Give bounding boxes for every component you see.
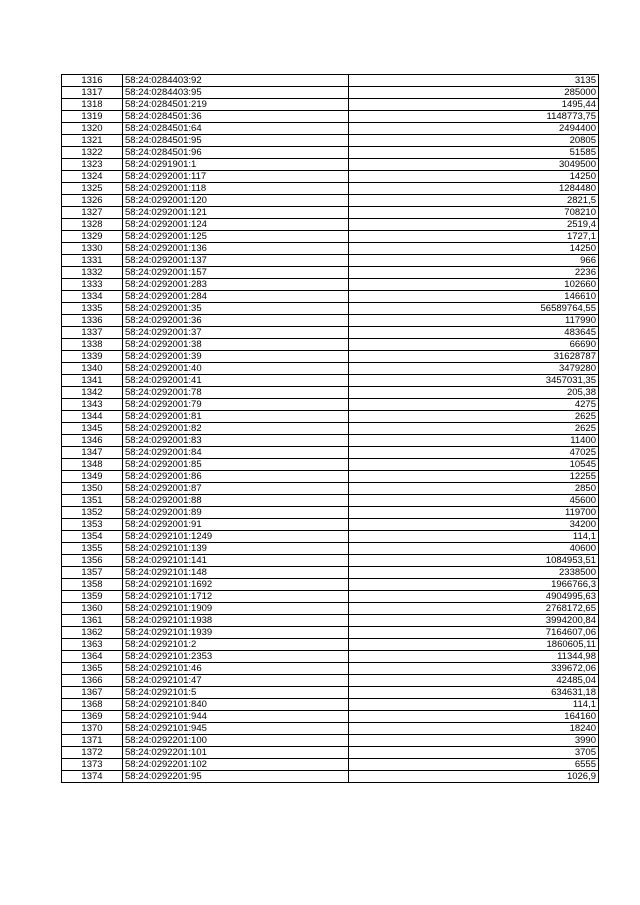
cadastral-value: 1284480 <box>349 183 599 195</box>
row-number: 1365 <box>62 663 123 675</box>
table-row <box>62 99 599 111</box>
cadastral-value: 3990 <box>349 735 599 747</box>
row-number: 1347 <box>62 447 123 459</box>
table-row <box>62 363 599 375</box>
table-row <box>62 303 599 315</box>
table-row <box>62 771 599 783</box>
table-row <box>62 471 599 483</box>
cadastral-value: 11400 <box>349 435 599 447</box>
cadastral-number: 58:24:0292001:84 <box>123 447 349 459</box>
cadastral-value: 2850 <box>349 483 599 495</box>
table-row <box>62 423 599 435</box>
cadastral-value: 3135 <box>349 75 599 87</box>
cadastral-number: 58:24:0284501:219 <box>123 99 349 111</box>
cadastral-number: 58:24:0292101:840 <box>123 699 349 711</box>
cadastral-number: 58:24:0292101:47 <box>123 675 349 687</box>
cadastral-number: 58:24:0292101:1939 <box>123 627 349 639</box>
table-row <box>62 495 599 507</box>
cadastral-value: 31628787 <box>349 351 599 363</box>
row-number: 1318 <box>62 99 123 111</box>
row-number: 1372 <box>62 747 123 759</box>
table-row <box>62 111 599 123</box>
cadastral-value: 205,38 <box>349 387 599 399</box>
cadastral-number: 58:24:0284501:64 <box>123 123 349 135</box>
cadastral-number: 58:24:0292001:91 <box>123 519 349 531</box>
table-row <box>62 147 599 159</box>
cadastral-value: 3705 <box>349 747 599 759</box>
table-row <box>62 315 599 327</box>
cadastral-value: 34200 <box>349 519 599 531</box>
table-row <box>62 459 599 471</box>
table-row <box>62 123 599 135</box>
cadastral-number: 58:24:0292101:1249 <box>123 531 349 543</box>
table-row <box>62 195 599 207</box>
table-row <box>62 375 599 387</box>
row-number: 1335 <box>62 303 123 315</box>
cadastral-value: 2625 <box>349 411 599 423</box>
row-number: 1361 <box>62 615 123 627</box>
table-row <box>62 267 599 279</box>
table-row <box>62 279 599 291</box>
cadastral-value: 20805 <box>349 135 599 147</box>
cadastral-value: 119700 <box>349 507 599 519</box>
table-row <box>62 651 599 663</box>
cadastral-number: 58:24:0292001:78 <box>123 387 349 399</box>
table-row <box>62 663 599 675</box>
cadastral-number: 58:24:0292001:87 <box>123 483 349 495</box>
row-number: 1321 <box>62 135 123 147</box>
cadastral-number: 58:24:0292001:118 <box>123 183 349 195</box>
row-number: 1355 <box>62 543 123 555</box>
cadastral-value: 7164607,06 <box>349 627 599 639</box>
row-number: 1371 <box>62 735 123 747</box>
table-row <box>62 75 599 87</box>
cadastral-number: 58:24:0292101:2 <box>123 639 349 651</box>
cadastral-value: 3479280 <box>349 363 599 375</box>
table-row <box>62 291 599 303</box>
table-row <box>62 531 599 543</box>
cadastral-number: 58:24:0284501:36 <box>123 111 349 123</box>
table-row <box>62 135 599 147</box>
cadastral-value: 3457031,35 <box>349 375 599 387</box>
cadastral-number: 58:24:0292001:40 <box>123 363 349 375</box>
row-number: 1366 <box>62 675 123 687</box>
cadastral-number: 58:24:0292001:38 <box>123 339 349 351</box>
cadastral-value: 10545 <box>349 459 599 471</box>
cadastral-number: 58:24:0292001:82 <box>123 423 349 435</box>
row-number: 1322 <box>62 147 123 159</box>
cadastral-number: 58:24:0292001:283 <box>123 279 349 291</box>
table-row <box>62 255 599 267</box>
row-number: 1345 <box>62 423 123 435</box>
row-number: 1359 <box>62 591 123 603</box>
table-row <box>62 711 599 723</box>
cadastral-number: 58:24:0292101:46 <box>123 663 349 675</box>
cadastral-value: 146610 <box>349 291 599 303</box>
row-number: 1349 <box>62 471 123 483</box>
table-row <box>62 327 599 339</box>
row-number: 1344 <box>62 411 123 423</box>
cadastral-value: 45600 <box>349 495 599 507</box>
cadastral-value: 2821,5 <box>349 195 599 207</box>
row-number: 1317 <box>62 87 123 99</box>
row-number: 1373 <box>62 759 123 771</box>
cadastral-number: 58:24:0292001:81 <box>123 411 349 423</box>
row-number: 1368 <box>62 699 123 711</box>
table-row <box>62 87 599 99</box>
row-number: 1330 <box>62 243 123 255</box>
cadastral-number: 58:24:0292101:2353 <box>123 651 349 663</box>
cadastral-number: 58:24:0292001:121 <box>123 207 349 219</box>
cadastral-number: 58:24:0292101:1712 <box>123 591 349 603</box>
cadastral-number: 58:24:0292201:100 <box>123 735 349 747</box>
cadastral-value: 164160 <box>349 711 599 723</box>
cadastral-number: 58:24:0292001:284 <box>123 291 349 303</box>
cadastral-value: 51585 <box>349 147 599 159</box>
row-number: 1358 <box>62 579 123 591</box>
cadastral-value: 634631,18 <box>349 687 599 699</box>
table-row <box>62 639 599 651</box>
table-row <box>62 447 599 459</box>
cadastral-value: 40600 <box>349 543 599 555</box>
row-number: 1316 <box>62 75 123 87</box>
cadastral-value: 1966766,3 <box>349 579 599 591</box>
cadastral-value: 47025 <box>349 447 599 459</box>
cadastral-value: 1495,44 <box>349 99 599 111</box>
cadastral-number: 58:24:0284501:95 <box>123 135 349 147</box>
cadastral-number: 58:24:0284501:96 <box>123 147 349 159</box>
cadastral-number: 58:24:0292001:120 <box>123 195 349 207</box>
cadastral-number: 58:24:0292201:101 <box>123 747 349 759</box>
row-number: 1354 <box>62 531 123 543</box>
row-number: 1356 <box>62 555 123 567</box>
table-row <box>62 759 599 771</box>
cadastral-value: 966 <box>349 255 599 267</box>
table-row <box>62 591 599 603</box>
cadastral-value: 708210 <box>349 207 599 219</box>
row-number: 1351 <box>62 495 123 507</box>
cadastral-value: 56589764,55 <box>349 303 599 315</box>
cadastral-value: 4904995,63 <box>349 591 599 603</box>
row-number: 1360 <box>62 603 123 615</box>
cadastral-value: 1084953,51 <box>349 555 599 567</box>
row-number: 1319 <box>62 111 123 123</box>
cadastral-value: 18240 <box>349 723 599 735</box>
cadastral-number: 58:24:0292101:5 <box>123 687 349 699</box>
table-row <box>62 675 599 687</box>
cadastral-value: 2519,4 <box>349 219 599 231</box>
table-row <box>62 351 599 363</box>
row-number: 1342 <box>62 387 123 399</box>
table-row <box>62 543 599 555</box>
row-number: 1333 <box>62 279 123 291</box>
row-number: 1364 <box>62 651 123 663</box>
cadastral-value: 2236 <box>349 267 599 279</box>
table-row <box>62 699 599 711</box>
cadastral-number: 58:24:0292101:1909 <box>123 603 349 615</box>
row-number: 1353 <box>62 519 123 531</box>
row-number: 1337 <box>62 327 123 339</box>
cadastral-number: 58:24:0292001:86 <box>123 471 349 483</box>
row-number: 1357 <box>62 567 123 579</box>
cadastral-value-table <box>61 74 599 783</box>
table-row <box>62 183 599 195</box>
row-number: 1348 <box>62 459 123 471</box>
cadastral-number: 58:24:0292001:157 <box>123 267 349 279</box>
cadastral-value: 3049500 <box>349 159 599 171</box>
cadastral-value: 14250 <box>349 171 599 183</box>
cadastral-number: 58:24:0292001:136 <box>123 243 349 255</box>
cadastral-number: 58:24:0291901:1 <box>123 159 349 171</box>
row-number: 1363 <box>62 639 123 651</box>
cadastral-number: 58:24:0292001:137 <box>123 255 349 267</box>
row-number: 1328 <box>62 219 123 231</box>
cadastral-number: 58:24:0292101:148 <box>123 567 349 579</box>
cadastral-value: 2625 <box>349 423 599 435</box>
table-row <box>62 603 599 615</box>
cadastral-value: 285000 <box>349 87 599 99</box>
row-number: 1332 <box>62 267 123 279</box>
table-row <box>62 519 599 531</box>
cadastral-value: 3994200,84 <box>349 615 599 627</box>
cadastral-number: 58:24:0292001:36 <box>123 315 349 327</box>
row-number: 1331 <box>62 255 123 267</box>
row-number: 1334 <box>62 291 123 303</box>
cadastral-number: 58:24:0292001:35 <box>123 303 349 315</box>
row-number: 1326 <box>62 195 123 207</box>
row-number: 1339 <box>62 351 123 363</box>
row-number: 1338 <box>62 339 123 351</box>
row-number: 1352 <box>62 507 123 519</box>
cadastral-number: 58:24:0292001:89 <box>123 507 349 519</box>
cadastral-number: 58:24:0292101:945 <box>123 723 349 735</box>
table-row <box>62 735 599 747</box>
table-row <box>62 171 599 183</box>
cadastral-value: 2768172,65 <box>349 603 599 615</box>
cadastral-number: 58:24:0292001:39 <box>123 351 349 363</box>
cadastral-number: 58:24:0292001:41 <box>123 375 349 387</box>
row-number: 1340 <box>62 363 123 375</box>
cadastral-value: 11344,98 <box>349 651 599 663</box>
cadastral-number: 58:24:0284403:92 <box>123 75 349 87</box>
cadastral-number: 58:24:0284403:95 <box>123 87 349 99</box>
cadastral-value: 66690 <box>349 339 599 351</box>
table-row <box>62 219 599 231</box>
row-number: 1323 <box>62 159 123 171</box>
cadastral-value: 2338500 <box>349 567 599 579</box>
table-row <box>62 579 599 591</box>
table-row <box>62 243 599 255</box>
cadastral-number: 58:24:0292101:139 <box>123 543 349 555</box>
table-row <box>62 615 599 627</box>
cadastral-number: 58:24:0292001:117 <box>123 171 349 183</box>
table-row <box>62 555 599 567</box>
row-number: 1374 <box>62 771 123 783</box>
cadastral-value: 339672,06 <box>349 663 599 675</box>
cadastral-value: 2494400 <box>349 123 599 135</box>
cadastral-number: 58:24:0292001:85 <box>123 459 349 471</box>
cadastral-value: 1860605,11 <box>349 639 599 651</box>
cadastral-number: 58:24:0292001:125 <box>123 231 349 243</box>
row-number: 1325 <box>62 183 123 195</box>
row-number: 1324 <box>62 171 123 183</box>
table-row <box>62 567 599 579</box>
table-row <box>62 483 599 495</box>
cadastral-number: 58:24:0292101:1692 <box>123 579 349 591</box>
cadastral-number: 58:24:0292001:79 <box>123 399 349 411</box>
cadastral-value: 117990 <box>349 315 599 327</box>
cadastral-number: 58:24:0292001:88 <box>123 495 349 507</box>
cadastral-value: 114,1 <box>349 531 599 543</box>
cadastral-number: 58:24:0292201:102 <box>123 759 349 771</box>
row-number: 1362 <box>62 627 123 639</box>
row-number: 1327 <box>62 207 123 219</box>
row-number: 1367 <box>62 687 123 699</box>
row-number: 1336 <box>62 315 123 327</box>
row-number: 1369 <box>62 711 123 723</box>
table-row <box>62 747 599 759</box>
cadastral-number: 58:24:0292001:83 <box>123 435 349 447</box>
cadastral-value: 4275 <box>349 399 599 411</box>
cadastral-value: 14250 <box>349 243 599 255</box>
table-row <box>62 507 599 519</box>
table-row <box>62 159 599 171</box>
row-number: 1329 <box>62 231 123 243</box>
cadastral-number: 58:24:0292101:141 <box>123 555 349 567</box>
cadastral-number: 58:24:0292201:95 <box>123 771 349 783</box>
cadastral-value: 483645 <box>349 327 599 339</box>
cadastral-number: 58:24:0292001:124 <box>123 219 349 231</box>
cadastral-number: 58:24:0292101:944 <box>123 711 349 723</box>
cadastral-number: 58:24:0292101:1938 <box>123 615 349 627</box>
table-row <box>62 435 599 447</box>
row-number: 1350 <box>62 483 123 495</box>
cadastral-value: 12255 <box>349 471 599 483</box>
cadastral-value: 1148773,75 <box>349 111 599 123</box>
table-row <box>62 207 599 219</box>
table-row <box>62 387 599 399</box>
cadastral-number: 58:24:0292001:37 <box>123 327 349 339</box>
table-row <box>62 687 599 699</box>
table-row <box>62 399 599 411</box>
table-row <box>62 231 599 243</box>
cadastral-value: 42485,04 <box>349 675 599 687</box>
row-number: 1320 <box>62 123 123 135</box>
cadastral-value: 114,1 <box>349 699 599 711</box>
table-row <box>62 723 599 735</box>
cadastral-value: 102660 <box>349 279 599 291</box>
table-body <box>62 75 599 783</box>
row-number: 1346 <box>62 435 123 447</box>
table-row <box>62 339 599 351</box>
row-number: 1370 <box>62 723 123 735</box>
row-number: 1341 <box>62 375 123 387</box>
cadastral-value: 1727,1 <box>349 231 599 243</box>
table-row <box>62 411 599 423</box>
cadastral-value: 1026,9 <box>349 771 599 783</box>
row-number: 1343 <box>62 399 123 411</box>
table-row <box>62 627 599 639</box>
cadastral-value: 6555 <box>349 759 599 771</box>
